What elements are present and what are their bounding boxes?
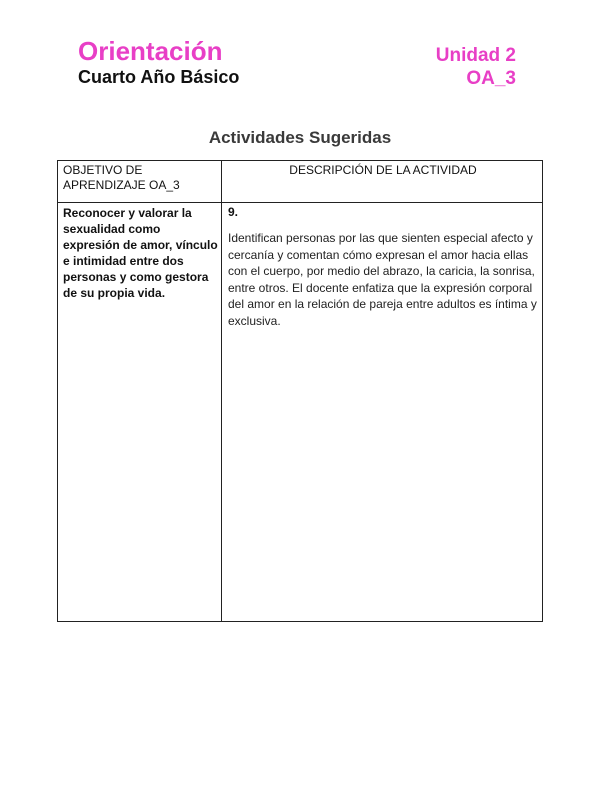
objective-text: Reconocer y valorar la sexualidad como expresión de amor, vínculo e intimidad entre dos personas y como gestora de su propia vida.: [63, 206, 218, 300]
activity-description: Identifican personas por las que sienten especial afecto y cercanía y comentan cómo expresan el amor hacia ellas con el cuerpo, por medio del abrazo, la caricia, la sonrisa, entre otros. El docente enfatiza que la expresión corporal del amor en la relación de pareja entre adultos es íntima y exclusiva.: [228, 231, 537, 328]
row-divider: [58, 202, 542, 203]
objective-column-header: OBJETIVO DE APRENDIZAJE OA_3: [63, 163, 180, 192]
header-left: [78, 36, 239, 88]
activity-number: 9.: [228, 205, 239, 219]
page-title: Orientación: [78, 36, 223, 66]
column-divider: [221, 161, 222, 621]
unit-label: Unidad 2: [435, 45, 516, 66]
description-column-header: DESCRIPCIÓN DE LA ACTIVIDAD: [289, 163, 477, 177]
header-right: [436, 44, 516, 90]
section-title: Actividades Sugeridas: [208, 128, 392, 147]
oa-label: OA_3: [466, 68, 516, 89]
activity-table: [57, 160, 543, 622]
page-subtitle: Cuarto Año Básico: [78, 67, 240, 87]
